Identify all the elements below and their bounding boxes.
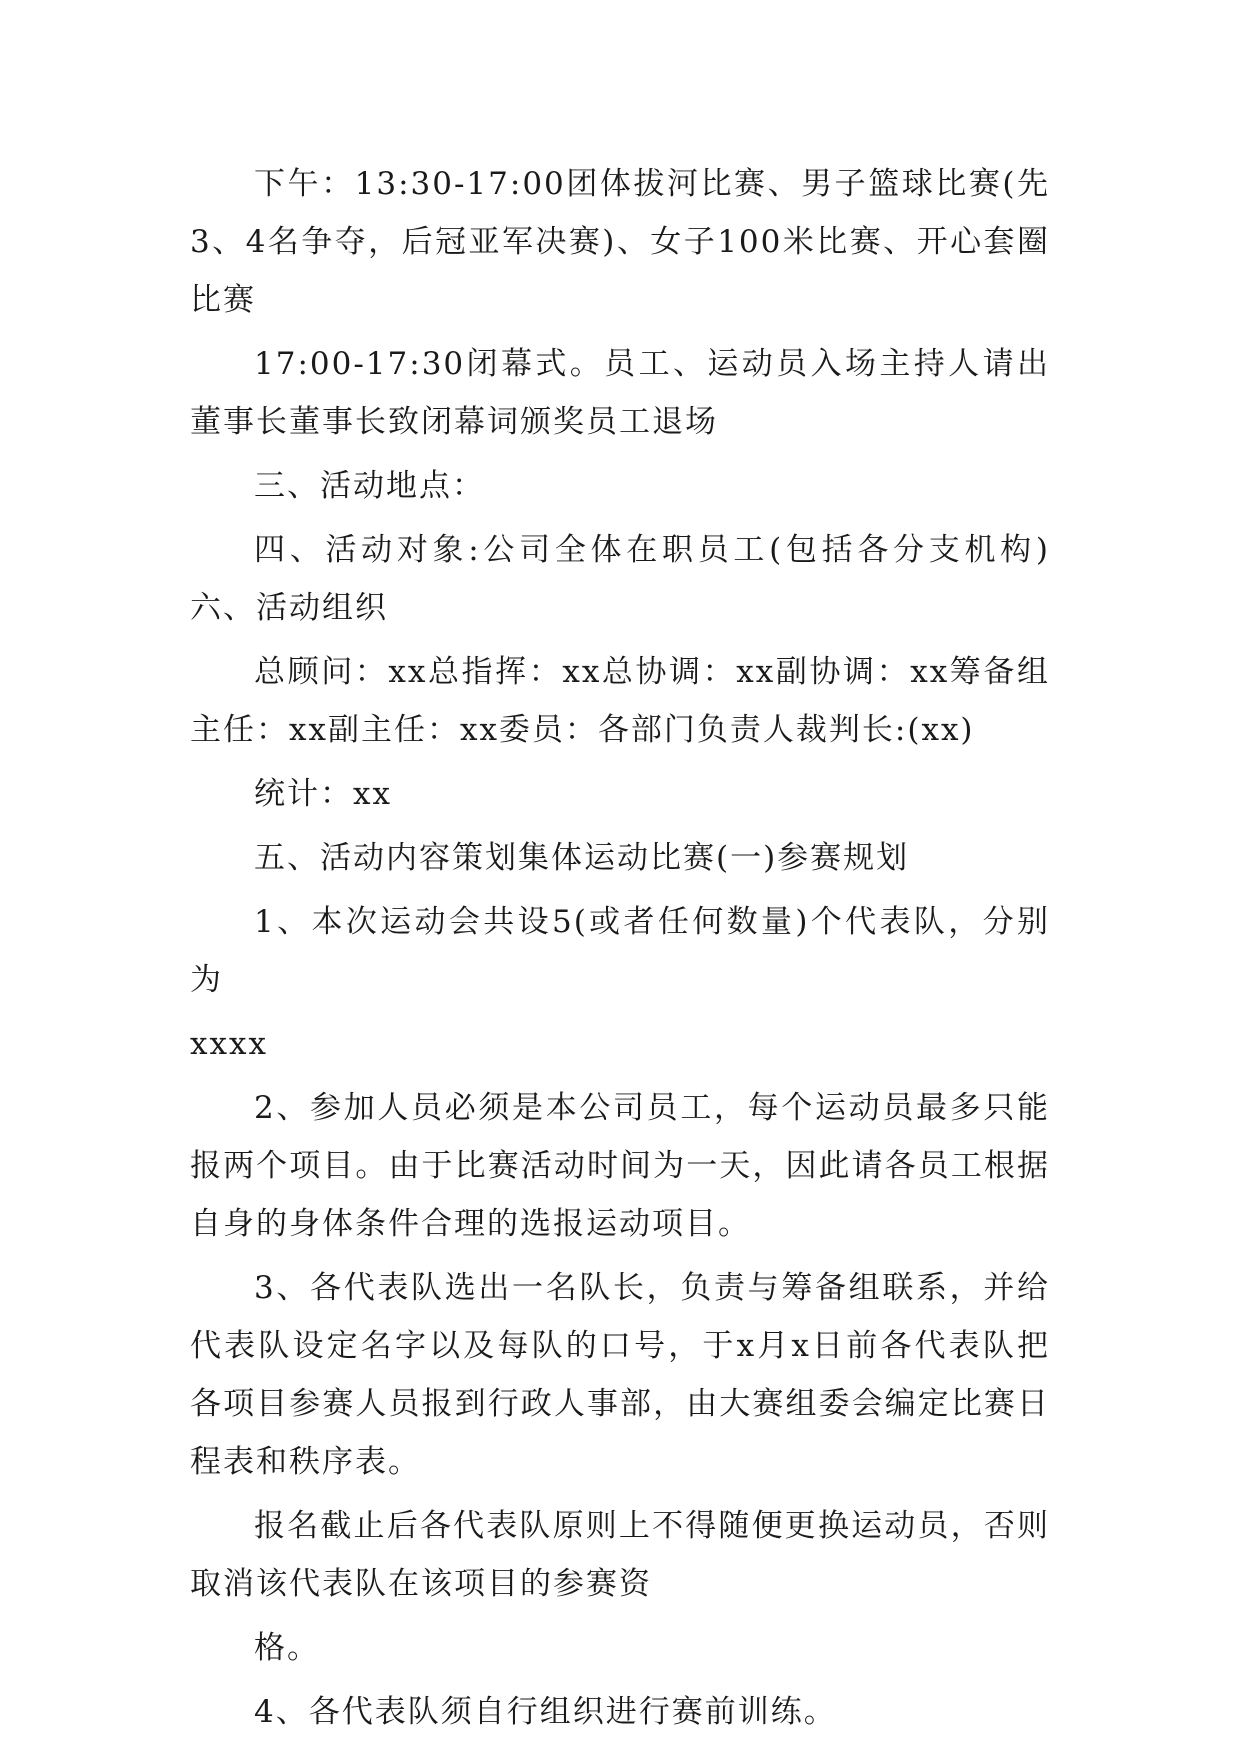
paragraph-closing-ceremony: 17:00-17:30闭幕式。员工、运动员入场主持人请出董事长董事长致闭幕词颁奖员工退场 — [190, 346, 1050, 440]
paragraph-statistics: 统计：xx — [254, 776, 392, 812]
paragraph-afternoon-schedule: 下午：13:30-17:00团体拔河比赛、男子篮球比赛(先3、4名争夺，后冠亚军决赛)、女子100米比赛、开心套圈比赛 — [190, 166, 1050, 318]
paragraph-section-five: 五、活动内容策划集体运动比赛(一)参赛规划 — [254, 840, 910, 876]
paragraph-qualification-end: 格。 — [254, 1630, 320, 1666]
paragraph-participants: 四、活动对象:公司全体在职员工(包括各分支机构)六、活动组织 — [190, 532, 1050, 626]
paragraph-item-4: 4、各代表队须自行组织进行赛前训练。 — [254, 1694, 837, 1730]
paragraph-organization: 总顾问：xx总指挥：xx总协调：xx副协调：xx筹备组主任：xx副主任：xx委员：各部门负责人裁判长:(xx) — [190, 654, 1050, 748]
paragraph-registration-deadline: 报名截止后各代表队原则上不得随便更换运动员，否则取消该代表队在该项目的参赛资 — [190, 1508, 1050, 1602]
paragraph-item-1-continued: xxxx — [190, 1026, 268, 1062]
paragraph-location: 三、活动地点： — [254, 468, 485, 504]
paragraph-item-2: 2、参加人员必须是本公司员工，每个运动员最多只能报两个项目。由于比赛活动时间为一天，因此请各员工根据自身的身体条件合理的选报运动项目。 — [190, 1090, 1050, 1242]
paragraph-item-3: 3、各代表队选出一名队长，负责与筹备组联系，并给代表队设定名字以及每队的口号，于x月x日前各代表队把各项目参赛人员报到行政人事部，由大赛组委会编定比赛日程表和秩序表。 — [190, 1270, 1050, 1480]
paragraph-item-1: 1、本次运动会共设5(或者任何数量)个代表队，分别为 — [190, 904, 1050, 998]
document-body — [190, 155, 1050, 1741]
